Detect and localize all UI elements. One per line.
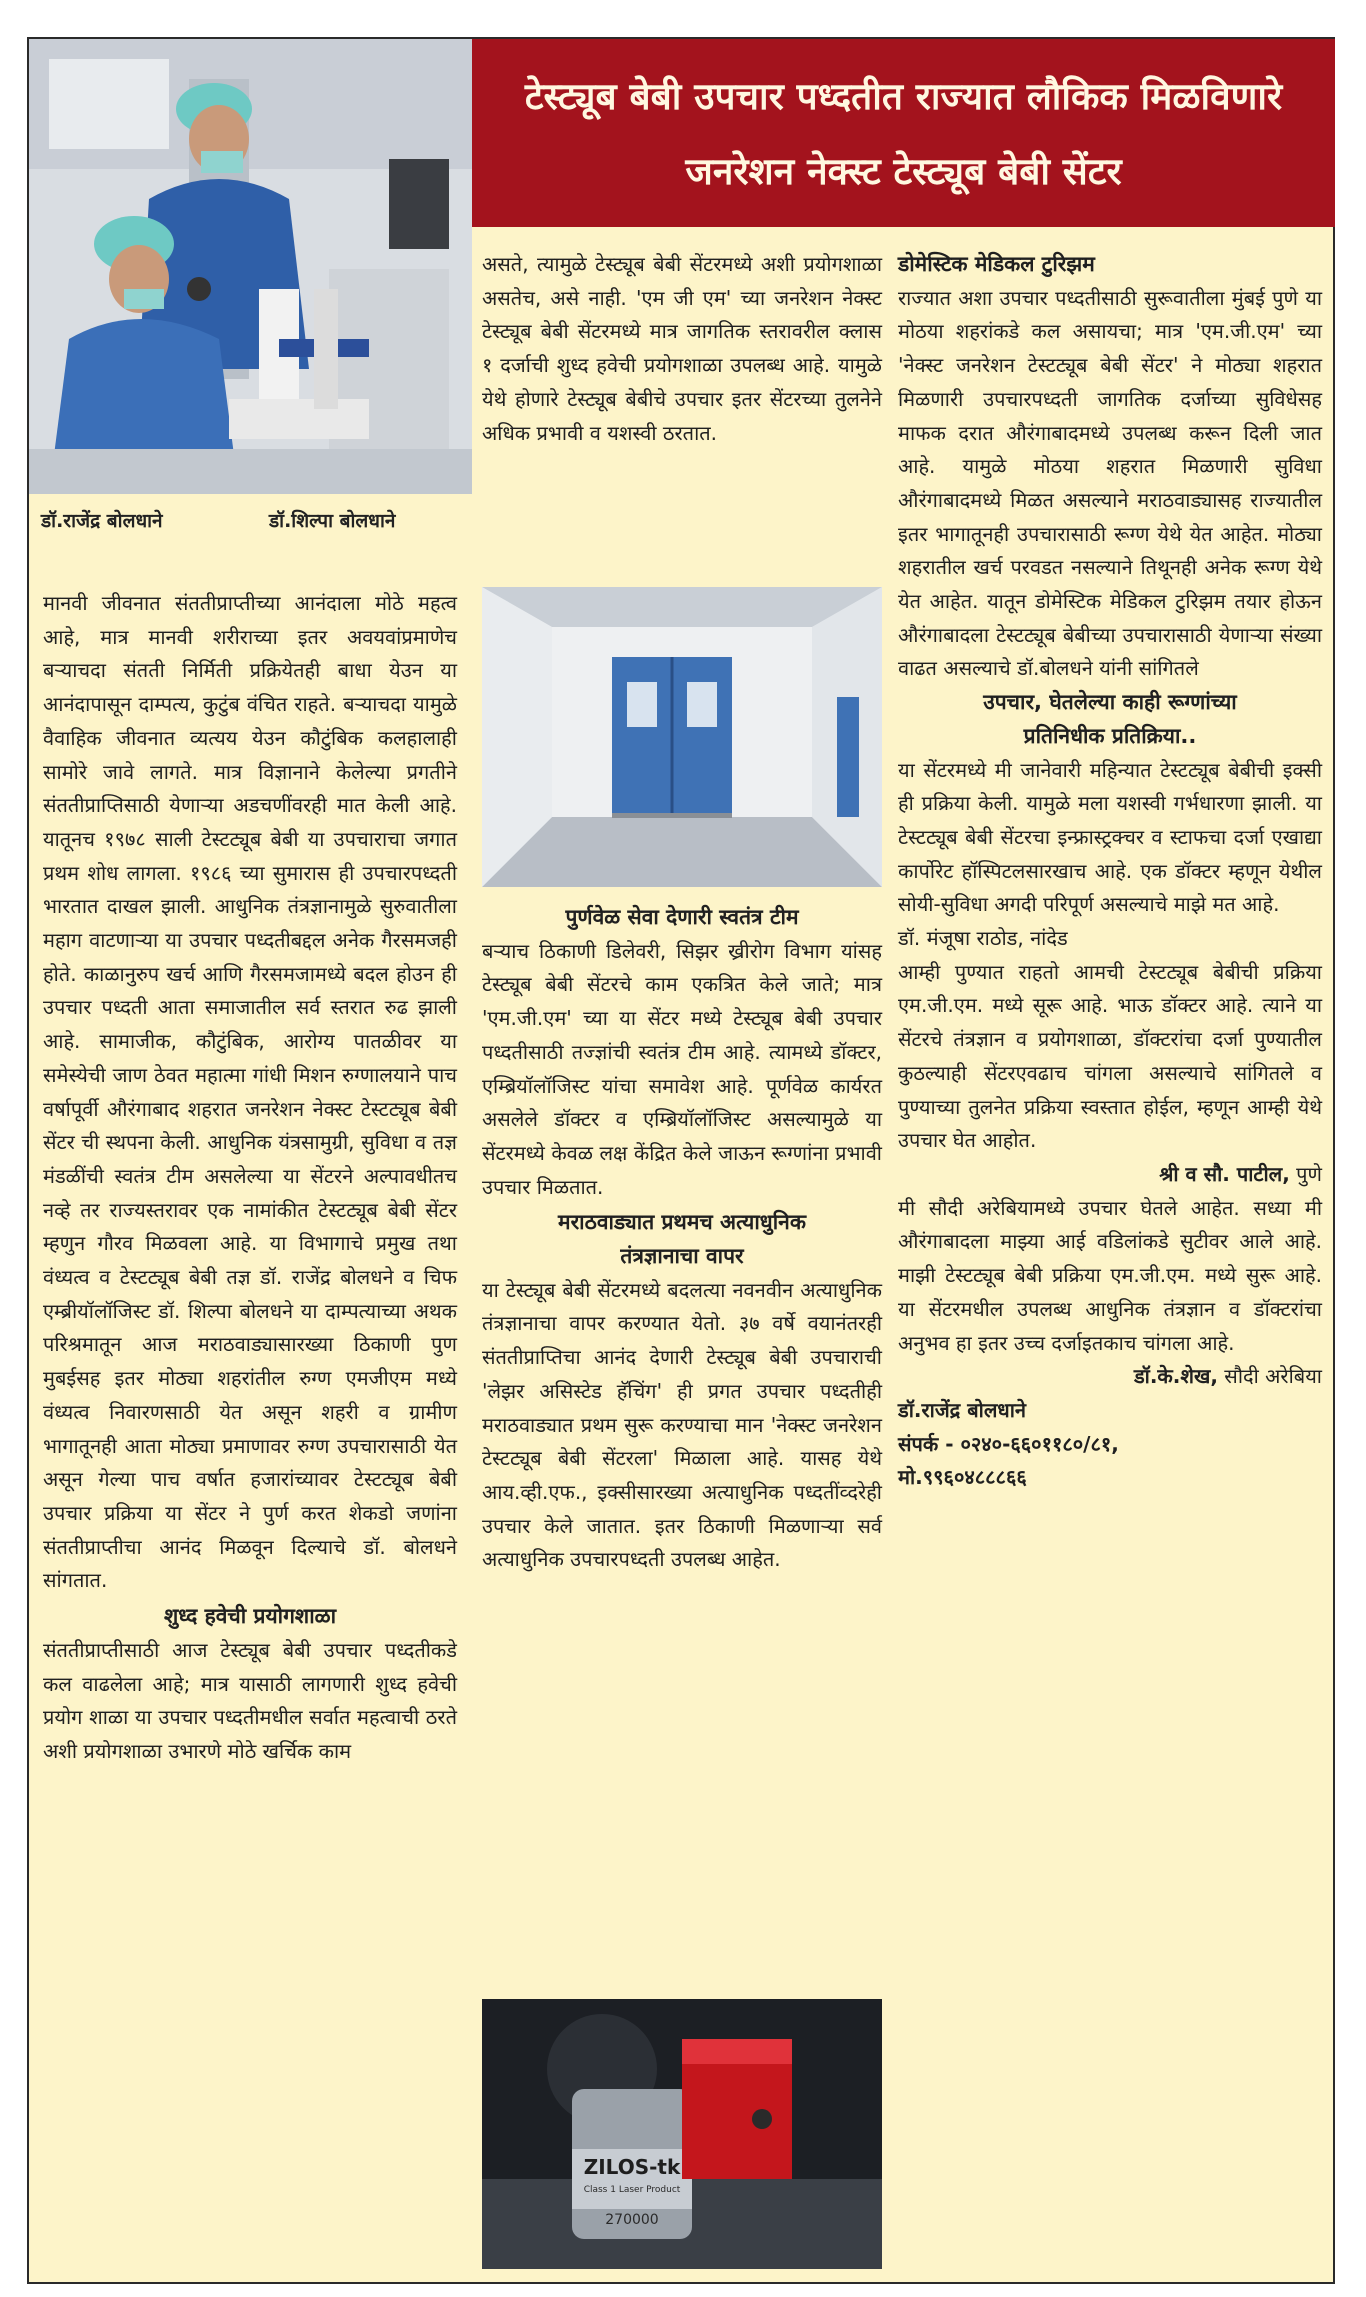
review-1-author: डॉ. मंजूषा राठोड, नांदेड: [898, 926, 1068, 951]
caption-right: डॉ.शिल्पा बोलधाने: [269, 510, 396, 532]
review-3-author-city: सौदी अरेबिया: [1217, 1364, 1322, 1389]
lab-section-text: संततीप्राप्तीसाठी आज टेस्ट्यूब बेबी उपचार पध्दतीकडे कल वाढलेला आहे; मात्र यासाठी लागणारी शुध्द हवेची प्रयोग शाळा या उपचार पध्दतीमधील सर्वात महत्वाची ठरते अशी प्रयोगशाळा उभारणे मोठे खर्चिक काम: [43, 1637, 457, 1763]
newspaper-page: [27, 37, 1335, 2284]
intro-text: मानवी जीवनात संततीप्राप्तीच्या आनंदाला मोठे महत्व आहे, मात्र मानवी शरीराच्या इतर अवयवांप्रमाणेच बऱ्याचदा संतती निर्मिती प्रक्रियेतही बाधा येउन या आनंदापासून दाम्पत्य, कुटुंब वंचित राहते. बऱ्याचदा यामुळे वैवाहिक जीवनात व्यत्यय येउन कौटुंबिक कलहालाही सामोरे जावे लागते. मात्र विज्ञानाने केलेल्या प्रगतीने संततीप्राप्तिसाठी येणाऱ्या अडचणींवरही मात केली आहे. यातूनच १९७८ साली टेस्टट्यूब बेबी या उपचाराचा जगात प्रथम शोध लागला. १९८६ च्या सुमारास ही उपचारपध्दती भारतात दाखल झाली. आधुनिक तंत्रज्ञानामुळे सुरुवातीला महाग वाटणाऱ्या या उपचार पध्दतीबद्दल अनेक गैरसमजही होते. काळानुरुप खर्च आणि गैरसमजामध्ये बदल होउन ही उपचार पध्दती आता समाजातील सर्व स्तरात रुढ झाली आहे. सामाजीक, कौटुंबिक, आरोग्य पातळीवर या समेस्येची जाण ठेवत महात्मा गांधी मिशन रुग्णालयाने पाच वर्षापूर्वी औरंगाबाद शहरात जनरेशन नेक्स्ट टेस्टट्यूब बेबी सेंटर ची स्थपना केली. आधुनिक यंत्रसामुग्री, सुविधा व तज्ञ मंडळींची स्वतंत्र टीम असलेल्या या सेंटरने अल्पावधीतच नव्हे तर राज्यस्तरावर एक नामांकीत टेस्टट्यूब बेबी सेंटर म्हणुन गौरव मिळवला आहे. या विभागाचे प्रमुख तथा वंध्यत्व व टेस्टट्यूब बेबी तज्ञ डॉ. राजेंद्र बोलधने व चिफ एम्ब्रीयॉलॉजिस्ट डॉ. शिल्पा बोलधने या दाम्पत्याच्या अथक परिश्रमातून आज मराठवाड्यासारख्या ठिकाणी पुण मुबईसह इतर मोठ्या शहरांतील रुग्ण एमजीएम मध्ये वंध्यत्व निवारणसाठी येत असून शहरी व ग्रामीण भागातूनही आता मोठ्या प्रमाणावर रुग्ण उपचारासाठी येत असून गेल्या पाच वर्षात हजारांच्यावर टेस्टट्यूब बेबी उपचार प्रक्रिया या सेंटर ने पुर्ण करत शेकडो जणांना संततीप्राप्तीचा आनंद मिळवून दिल्याचे डॉ. बोलधने सांगतात.: [43, 591, 457, 1593]
review-3-author-name: डॉ.के.शेख,: [1133, 1364, 1218, 1389]
reactions-heading-1: उपचार, घेतलेल्या काही रूग्णांच्या: [983, 690, 1237, 715]
lab-section-heading: शुध्द हवेची प्रयोगशाळा: [163, 1604, 337, 1629]
column-2-bottom: [482, 901, 882, 1577]
headline-line-1: टेस्ट्यूब बेबी उपचार पध्दतीत राज्यात लौकिक मिळविणारे: [524, 75, 1283, 118]
review-3-author: [898, 1360, 1322, 1394]
lens-brand-text: ZILOS-tk: [583, 2155, 681, 2179]
lens-serial-text: 270000: [605, 2212, 659, 2228]
review-2-author-city: पुणे: [1289, 1161, 1322, 1186]
column-2-top: [482, 248, 882, 450]
contact-phone: संपर्क - ०२४०-६६०११८०/८१,: [898, 1431, 1119, 1456]
tech-heading-2: तंत्रज्ञानाचा वापर: [620, 1244, 744, 1269]
contact-mobile: मो.९९६०४८८८६६: [898, 1465, 1027, 1490]
team-heading: पुर्णवेळ सेवा देणारी स्वतंत्र टीम: [565, 905, 799, 929]
reactions-heading-2: प्रतिनिधीक प्रतिक्रिया..: [1023, 723, 1197, 748]
tourism-heading: डोमेस्टिक मेडिकल टुरिझम: [898, 252, 1095, 276]
review-2-author-name: श्री व सौ. पाटील,: [1159, 1161, 1290, 1186]
team-text: बऱ्याच ठिकाणी डिलेवरी, सिझर ख्रीरोग विभाग यांसह टेस्ट्यूब बेबी सेंटरचे काम एकत्रित केले जाते; मात्र 'एम.जी.एम' च्या या सेंटर मध्ये टेस्ट्यूब बेबी उपचार पध्दतीसाठी तज्ज्ञांची स्वतंत्र टीम आहे. त्यामध्ये डॉक्टर, एम्ब्रियॉलॉजिस्ट यांचा समावेश आहे. पूर्णवेळ कार्यरत असलेले डॉक्टर व एम्ब्रियॉलॉजिस्ट असल्यामुळे या सेंटरमध्ये केवळ लक्ष केंद्रित केले जाऊन रूग्णांना प्रभावी उपचार मिळतात.: [482, 938, 882, 1199]
headline-banner: [472, 39, 1335, 227]
headline-line-2: जनरेशन नेक्स्ट टेस्ट्यूब बेबी सेंटर: [685, 150, 1122, 193]
microscope-photo: [482, 1999, 882, 2269]
review-2-author: [898, 1158, 1322, 1192]
review-1-text: या सेंटरमध्ये मी जानेवारी महिन्यात टेस्टट्यूब बेबीची इक्सी ही प्रक्रिया केली. यामुळे मला यशस्वी गर्भधारणा झाली. या टेस्टट्यूब बेबी सेंटरचा इन्फ्रास्ट्रक्चर व स्टाफचा दर्जा एखाद्या कार्पोरेट हॉस्पिटलसारखाच आहे. एक डॉक्टर म्हणून येथील सोयी-सुविधा अगदी परिपूर्ण असल्याचे माझे मत आहे.: [898, 757, 1322, 917]
room-photo: [482, 587, 882, 887]
column-1: [43, 587, 457, 1769]
column-3: [898, 248, 1322, 1495]
tech-heading-1: मराठवाड्यात प्रथमच अत्याधुनिक: [558, 1210, 806, 1235]
tech-text: या टेस्ट्यूब बेबी सेंटरमध्ये बदलत्या नवनवीन अत्याधुनिक तंत्रज्ञानाचा वापर करण्यात येतो. ३७ वर्षे वयानंतरही संततीप्राप्तिचा आनंद देणारी टेस्ट्यूब बेबी उपचाराची 'लेझर असिस्टेड हॅचिंग' ही प्रगत उपचार पध्दतीही मराठवाड्यात प्रथम सुरू करण्याचा मान 'नेक्स्ट जनरेशन टेस्टट्यूब बेबी सेंटरला' मिळाला आहे. यासह येथे आय.व्ही.एफ., इक्सीसारख्या अत्याधुनिक पध्दतींव्दरेही उपचार केले जातात. इतर ठिकाणी मिळणाऱ्या सर्व अत्याधुनिक उपचारपध्दती उपलब्ध आहेत.: [482, 1277, 882, 1572]
lab-photo: [29, 39, 472, 494]
caption-left: डॉ.राजेंद्र बोलधाने: [41, 510, 163, 532]
review-3-text: मी सौदी अरेबियामध्ये उपचार घेतले आहेत. सध्या मी औरंगाबादला माझ्या आई वडिलांकडे सुटीवर आले आहे. माझी टेस्टट्यूब बेबी प्रक्रिया एम.जी.एम. मध्ये सुरू आहे. या सेंटरमधील उपलब्ध आधुनिक तंत्रज्ञान व डॉक्टरांचा अनुभव हा इतर उच्च दर्जाइतकाच चांगला आहे.: [898, 1195, 1322, 1355]
tourism-text: राज्यात अशा उपचार पध्दतीसाठी सुरूवातीला मुंबई पुणे या मोठया शहरांकडे कल असायचा; मात्र 'एम.जी.एम' च्या 'नेक्स्ट जनरेशन टेस्टट्यूब बेबी सेंटर' ने मोठ्या शहरात मिळणारी उपचारपध्दती जागतिक दर्जाच्या सुविधेसह माफक दरात औरंगाबादमध्ये उपलब्ध करून दिली जात आहे. यामुळे मोठया शहरात मिळणारी सुविधा औरंगाबादमध्ये मिळत असल्याने मराठवाड्यासह राज्यातील इतर भागातूनही उपचारासाठी रूग्ण येथे येत आहेत. मोठ्या शहरातील खर्च परवडत नसल्याने तिथूनही अनेक रूग्ण येथे येत आहेत. यातून डोमेस्टिक मेडिकल टुरिझम तयार होऊन औरंगाबादला टेस्टट्यूब बेबीच्या उपचारासाठी येणाऱ्या संख्या वाढत असल्याचे डॉ.बोलधने यांनी सांगितले: [898, 285, 1322, 681]
lab-continued-text: असते, त्यामुळे टेस्ट्यूब बेबी सेंटरमध्ये अशी प्रयोगशाळा असतेच, असे नाही. 'एम जी एम' च्या जनरेशन नेक्स्ट टेस्ट्यूब बेबी सेंटरमध्ये मात्र जागतिक स्तरावरील क्लास १ दर्जाची शुध्द हवेची प्रयोगशाळा उपलब्ध आहे. यामुळे येथे होणारे टेस्ट्यूब बेबीचे उपचार इतर सेंटरच्या तुलनेने अधिक प्रभावी व यशस्वी ठरतात.: [482, 252, 882, 445]
lens-class-text: Class 1 Laser Product: [583, 2185, 681, 2195]
review-2-text: आम्ही पुण्यात राहतो आमची टेस्टट्यूब बेबीची प्रक्रिया एम.जी.एम. मध्ये सूरू आहे. भाऊ डॉक्टर आहे. त्याने या सेंटरचे तंत्रज्ञान व प्रयोगशाळा, डॉक्टरांचा दर्जा पुण्यातील कुठल्याही सेंटरएवढाच चांगला असल्याचे सांगितले व पुण्याच्या तुलनेत प्रक्रिया स्वस्तात होईल, म्हणून आम्ही येथे उपचार घेत आहोत.: [898, 959, 1322, 1153]
contact-name: डॉ.राजेंद्र बोलधाने: [898, 1397, 1027, 1422]
